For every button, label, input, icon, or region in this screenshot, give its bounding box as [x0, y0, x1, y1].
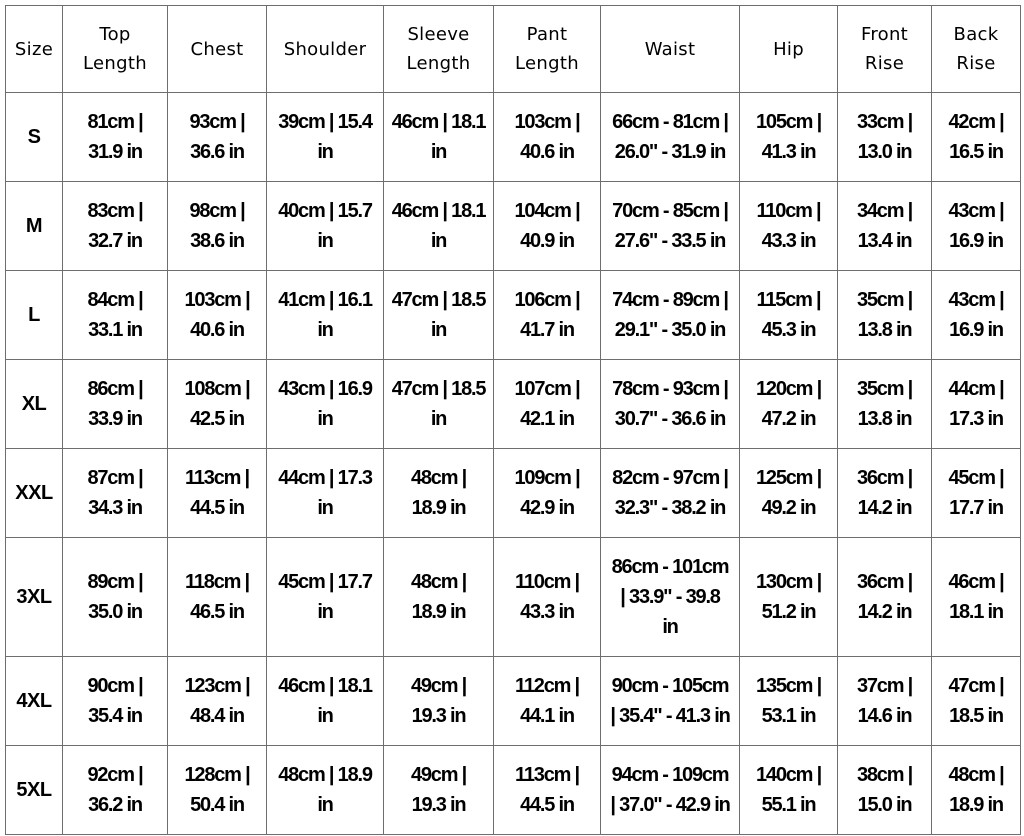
- cell-front-rise: [838, 449, 932, 538]
- size-rows: [6, 93, 1021, 835]
- cell-line: 41.7 in: [520, 319, 574, 341]
- cell-line: 35cm |: [856, 378, 913, 400]
- cell-pant-length: [494, 746, 601, 835]
- cell-line: 38.6 in: [190, 230, 244, 252]
- cell-line: 81cm |: [87, 111, 143, 133]
- cell-line: 17.7 in: [949, 497, 1003, 519]
- cell-hip: [740, 182, 838, 271]
- size-label-cell: [6, 538, 63, 657]
- size-label-cell: [6, 93, 63, 182]
- cell-line: 47.2 in: [761, 408, 816, 430]
- cell-shoulder: [267, 538, 384, 657]
- cell-line: 87cm |: [87, 467, 143, 489]
- cell-line: 26.0" - 31.9 in: [614, 141, 726, 163]
- cell-line: in: [430, 319, 447, 341]
- cell-waist: [601, 746, 740, 835]
- cell-front-rise: [838, 182, 932, 271]
- cell-pant-length: [494, 360, 601, 449]
- cell-line: 15.0 in: [857, 794, 912, 816]
- cell-line: 47cm | 18.5: [391, 378, 486, 400]
- cell-pant-length: [494, 182, 601, 271]
- cell-line: 112cm |: [515, 675, 579, 697]
- cell-line: 55.1 in: [761, 794, 816, 816]
- cell-line: 118cm |: [185, 571, 249, 593]
- cell-top-length: [63, 182, 168, 271]
- cell-shoulder: [267, 746, 384, 835]
- cell-line: 46cm | 18.1: [278, 675, 372, 697]
- cell-sleeve-length: [384, 93, 494, 182]
- cell-line: 53.1 in: [761, 705, 816, 727]
- cell-line: in: [430, 408, 447, 430]
- size-label: S: [27, 126, 41, 148]
- cell-front-rise: [838, 360, 932, 449]
- cell-hip: [740, 657, 838, 746]
- header-hip: Hip: [740, 6, 838, 93]
- cell-chest: [168, 93, 267, 182]
- cell-hip: [740, 93, 838, 182]
- cell-line: 49cm |: [410, 764, 467, 786]
- cell-line: 140cm |: [755, 764, 822, 786]
- cell-back-rise: [932, 538, 1021, 657]
- cell-line: 44.5 in: [190, 497, 244, 519]
- cell-line: 48cm |: [948, 764, 1004, 786]
- cell-pant-length: [494, 657, 601, 746]
- size-label-cell: [6, 271, 63, 360]
- cell-front-rise: [838, 93, 932, 182]
- cell-line: 41cm | 16.1: [278, 289, 372, 311]
- cell-line: 115cm |: [756, 289, 821, 311]
- cell-line: in: [317, 497, 333, 519]
- size-label: XXL: [15, 482, 53, 504]
- cell-back-rise: [932, 93, 1021, 182]
- size-label-cell: [6, 746, 63, 835]
- size-chart-table: [5, 5, 1021, 835]
- cell-line: 108cm |: [184, 378, 250, 400]
- cell-waist: [601, 360, 740, 449]
- cell-line: in: [317, 601, 333, 623]
- cell-line: 98cm |: [189, 200, 245, 222]
- header-pant-length: Pant Length: [494, 6, 601, 93]
- cell-line: 49.2 in: [761, 497, 816, 519]
- size-label-cell: [6, 657, 63, 746]
- cell-line: 70cm - 85cm |: [612, 200, 728, 222]
- cell-line: 82cm - 97cm |: [612, 467, 728, 489]
- cell-line: 104cm |: [514, 200, 580, 222]
- cell-line: 33.9 in: [88, 408, 142, 430]
- cell-line: 16.9 in: [949, 230, 1003, 252]
- cell-pant-length: [494, 271, 601, 360]
- header-front-rise: Front Rise: [838, 6, 932, 93]
- size-label-cell: [6, 360, 63, 449]
- cell-sleeve-length: [384, 538, 494, 657]
- cell-line: 86cm - 101cm: [611, 556, 729, 578]
- header-row: [6, 6, 1021, 93]
- cell-line: 38cm |: [856, 764, 913, 786]
- cell-line: 13.8 in: [857, 319, 912, 341]
- table-row: [6, 538, 1021, 657]
- size-label: XL: [21, 393, 47, 415]
- table-row: [6, 271, 1021, 360]
- cell-line: 46cm | 18.1: [391, 111, 486, 133]
- cell-line: 51.2 in: [761, 601, 816, 623]
- cell-sleeve-length: [384, 271, 494, 360]
- size-label: 4XL: [16, 690, 52, 712]
- cell-chest: [168, 449, 267, 538]
- cell-line: 44cm |: [948, 378, 1004, 400]
- table-row: [6, 93, 1021, 182]
- cell-line: 42cm |: [948, 111, 1004, 133]
- cell-line: 35cm |: [856, 289, 913, 311]
- cell-line: 31.9 in: [88, 141, 142, 163]
- cell-line: 39cm | 15.4: [278, 111, 372, 133]
- cell-line: 41.3 in: [761, 141, 816, 163]
- cell-line: 44.5 in: [520, 794, 574, 816]
- cell-line: 30.7" - 36.6 in: [614, 408, 726, 430]
- cell-line: 42.9 in: [520, 497, 574, 519]
- cell-line: in: [317, 319, 333, 341]
- cell-chest: [168, 746, 267, 835]
- cell-chest: [168, 271, 267, 360]
- cell-line: 42.1 in: [520, 408, 574, 430]
- cell-sleeve-length: [384, 360, 494, 449]
- cell-line: 109cm |: [514, 467, 580, 489]
- cell-line: in: [317, 141, 333, 163]
- cell-sleeve-length: [384, 657, 494, 746]
- size-label: M: [25, 215, 43, 237]
- cell-shoulder: [267, 93, 384, 182]
- cell-pant-length: [494, 538, 601, 657]
- header-top-length: Top Length: [63, 6, 168, 93]
- cell-line: 35.0 in: [88, 601, 142, 623]
- cell-sleeve-length: [384, 182, 494, 271]
- cell-line: in: [317, 230, 333, 252]
- cell-line: 89cm |: [87, 571, 143, 593]
- cell-line: 78cm - 93cm |: [612, 378, 728, 400]
- cell-line: 47cm | 18.5: [391, 289, 486, 311]
- cell-line: 107cm |: [514, 378, 580, 400]
- cell-line: 36cm |: [856, 467, 913, 489]
- size-label-cell: [6, 449, 63, 538]
- cell-hip: [740, 746, 838, 835]
- cell-shoulder: [267, 360, 384, 449]
- cell-line: 47cm |: [948, 675, 1004, 697]
- cell-pant-length: [494, 93, 601, 182]
- cell-top-length: [63, 360, 168, 449]
- cell-line: 48cm | 18.9: [278, 764, 372, 786]
- size-label: L: [28, 304, 40, 326]
- cell-line: 48cm |: [410, 571, 467, 593]
- cell-line: 43cm |: [948, 289, 1004, 311]
- cell-line: in: [317, 794, 333, 816]
- cell-line: 40.6 in: [520, 141, 574, 163]
- cell-line: 27.6" - 33.5 in: [614, 230, 726, 252]
- cell-line: in: [430, 141, 447, 163]
- cell-line: 43cm | 16.9: [278, 378, 372, 400]
- cell-line: 120cm |: [755, 378, 822, 400]
- cell-line: 113cm |: [185, 467, 249, 489]
- cell-line: 46.5 in: [190, 601, 244, 623]
- cell-line: 92cm |: [87, 764, 143, 786]
- cell-line: 48.4 in: [190, 705, 244, 727]
- cell-line: 29.1" - 35.0 in: [614, 319, 726, 341]
- cell-line: 35.4 in: [88, 705, 142, 727]
- cell-line: 106cm |: [514, 289, 580, 311]
- cell-top-length: [63, 538, 168, 657]
- cell-line: 50.4 in: [190, 794, 244, 816]
- cell-line: | 37.0" - 42.9 in: [610, 794, 730, 816]
- cell-line: 45.3 in: [761, 319, 816, 341]
- cell-line: 34cm |: [856, 200, 913, 222]
- cell-line: 19.3 in: [411, 794, 466, 816]
- cell-line: 32.3" - 38.2 in: [614, 497, 726, 519]
- header-shoulder: Shoulder: [267, 6, 384, 93]
- cell-line: 17.3 in: [949, 408, 1003, 430]
- cell-chest: [168, 657, 267, 746]
- cell-back-rise: [932, 360, 1021, 449]
- cell-top-length: [63, 746, 168, 835]
- cell-line: 34.3 in: [88, 497, 142, 519]
- cell-line: 130cm |: [755, 571, 822, 593]
- cell-line: 66cm - 81cm |: [612, 111, 728, 133]
- cell-front-rise: [838, 271, 932, 360]
- cell-line: 44cm | 17.3: [278, 467, 372, 489]
- cell-line: 43cm |: [948, 200, 1004, 222]
- cell-top-length: [63, 449, 168, 538]
- cell-shoulder: [267, 271, 384, 360]
- cell-top-length: [63, 271, 168, 360]
- cell-line: 18.9 in: [411, 601, 466, 623]
- cell-back-rise: [932, 271, 1021, 360]
- cell-line: 13.4 in: [857, 230, 912, 252]
- cell-line: in: [662, 616, 678, 638]
- cell-line: 13.0 in: [857, 141, 912, 163]
- cell-line: 36.6 in: [190, 141, 244, 163]
- cell-line: 37cm |: [856, 675, 913, 697]
- cell-line: 18.1 in: [949, 601, 1003, 623]
- header-waist: Waist: [601, 6, 740, 93]
- header-sleeve-length: Sleeve Length: [384, 6, 494, 93]
- cell-sleeve-length: [384, 449, 494, 538]
- cell-line: 13.8 in: [857, 408, 912, 430]
- cell-line: 33cm |: [856, 111, 913, 133]
- cell-back-rise: [932, 746, 1021, 835]
- table-row: [6, 746, 1021, 835]
- cell-line: 40.9 in: [520, 230, 574, 252]
- cell-line: 105cm |: [755, 111, 822, 133]
- cell-line: 46cm |: [948, 571, 1004, 593]
- cell-back-rise: [932, 182, 1021, 271]
- cell-line: 128cm |: [184, 764, 250, 786]
- cell-line: 90cm |: [87, 675, 143, 697]
- cell-waist: [601, 657, 740, 746]
- cell-line: 40.6 in: [190, 319, 244, 341]
- size-label: 3XL: [16, 586, 52, 608]
- cell-line: 86cm |: [87, 378, 143, 400]
- cell-line: 44.1 in: [520, 705, 574, 727]
- cell-line: 43.3 in: [761, 230, 816, 252]
- cell-line: 45cm |: [948, 467, 1004, 489]
- cell-line: 84cm |: [87, 289, 143, 311]
- cell-line: 113cm |: [515, 764, 579, 786]
- header-chest: Chest: [168, 6, 267, 93]
- cell-sleeve-length: [384, 746, 494, 835]
- cell-shoulder: [267, 657, 384, 746]
- table-row: [6, 182, 1021, 271]
- cell-line: 43.3 in: [520, 601, 574, 623]
- cell-line: 123cm |: [184, 675, 250, 697]
- cell-line: 42.5 in: [190, 408, 244, 430]
- cell-line: 33.1 in: [88, 319, 142, 341]
- cell-line: 90cm - 105cm: [611, 675, 729, 697]
- cell-front-rise: [838, 746, 932, 835]
- cell-line: 125cm |: [755, 467, 822, 489]
- header-size: Size: [6, 6, 63, 93]
- cell-chest: [168, 182, 267, 271]
- cell-line: 103cm |: [184, 289, 250, 311]
- header-back-rise: Back Rise: [932, 6, 1021, 93]
- cell-line: 36cm |: [856, 571, 913, 593]
- cell-back-rise: [932, 449, 1021, 538]
- cell-hip: [740, 360, 838, 449]
- cell-line: 110cm |: [756, 200, 821, 222]
- cell-line: 14.6 in: [857, 705, 912, 727]
- cell-line: in: [430, 230, 447, 252]
- cell-hip: [740, 449, 838, 538]
- cell-waist: [601, 449, 740, 538]
- cell-line: | 35.4" - 41.3 in: [610, 705, 730, 727]
- size-label: 5XL: [16, 779, 52, 801]
- cell-line: 18.5 in: [949, 705, 1003, 727]
- cell-line: in: [317, 408, 333, 430]
- cell-shoulder: [267, 182, 384, 271]
- cell-line: | 33.9" - 39.8: [620, 586, 720, 608]
- cell-line: 49cm |: [410, 675, 467, 697]
- cell-waist: [601, 271, 740, 360]
- cell-line: 16.5 in: [949, 141, 1003, 163]
- cell-top-length: [63, 657, 168, 746]
- cell-pant-length: [494, 449, 601, 538]
- cell-line: 18.9 in: [411, 497, 466, 519]
- cell-line: 46cm | 18.1: [391, 200, 486, 222]
- cell-waist: [601, 93, 740, 182]
- cell-back-rise: [932, 657, 1021, 746]
- table-row: [6, 449, 1021, 538]
- cell-line: 19.3 in: [411, 705, 466, 727]
- cell-line: 14.2 in: [857, 497, 912, 519]
- cell-line: 40cm | 15.7: [278, 200, 372, 222]
- cell-waist: [601, 538, 740, 657]
- cell-top-length: [63, 93, 168, 182]
- cell-chest: [168, 360, 267, 449]
- cell-front-rise: [838, 538, 932, 657]
- cell-line: 18.9 in: [949, 794, 1003, 816]
- table-row: [6, 657, 1021, 746]
- cell-waist: [601, 182, 740, 271]
- cell-line: 103cm |: [514, 111, 580, 133]
- cell-front-rise: [838, 657, 932, 746]
- cell-line: 14.2 in: [857, 601, 912, 623]
- size-label-cell: [6, 182, 63, 271]
- cell-line: 48cm |: [410, 467, 467, 489]
- cell-hip: [740, 271, 838, 360]
- cell-chest: [168, 538, 267, 657]
- cell-line: 74cm - 89cm |: [612, 289, 728, 311]
- cell-shoulder: [267, 449, 384, 538]
- cell-line: 93cm |: [189, 111, 245, 133]
- cell-line: 36.2 in: [88, 794, 142, 816]
- cell-line: 16.9 in: [949, 319, 1003, 341]
- table-row: [6, 360, 1021, 449]
- cell-line: in: [317, 705, 333, 727]
- cell-line: 45cm | 17.7: [278, 571, 372, 593]
- cell-line: 94cm - 109cm: [611, 764, 729, 786]
- cell-line: 135cm |: [755, 675, 822, 697]
- cell-line: 110cm |: [515, 571, 579, 593]
- cell-hip: [740, 538, 838, 657]
- cell-line: 32.7 in: [88, 230, 142, 252]
- cell-line: 83cm |: [87, 200, 143, 222]
